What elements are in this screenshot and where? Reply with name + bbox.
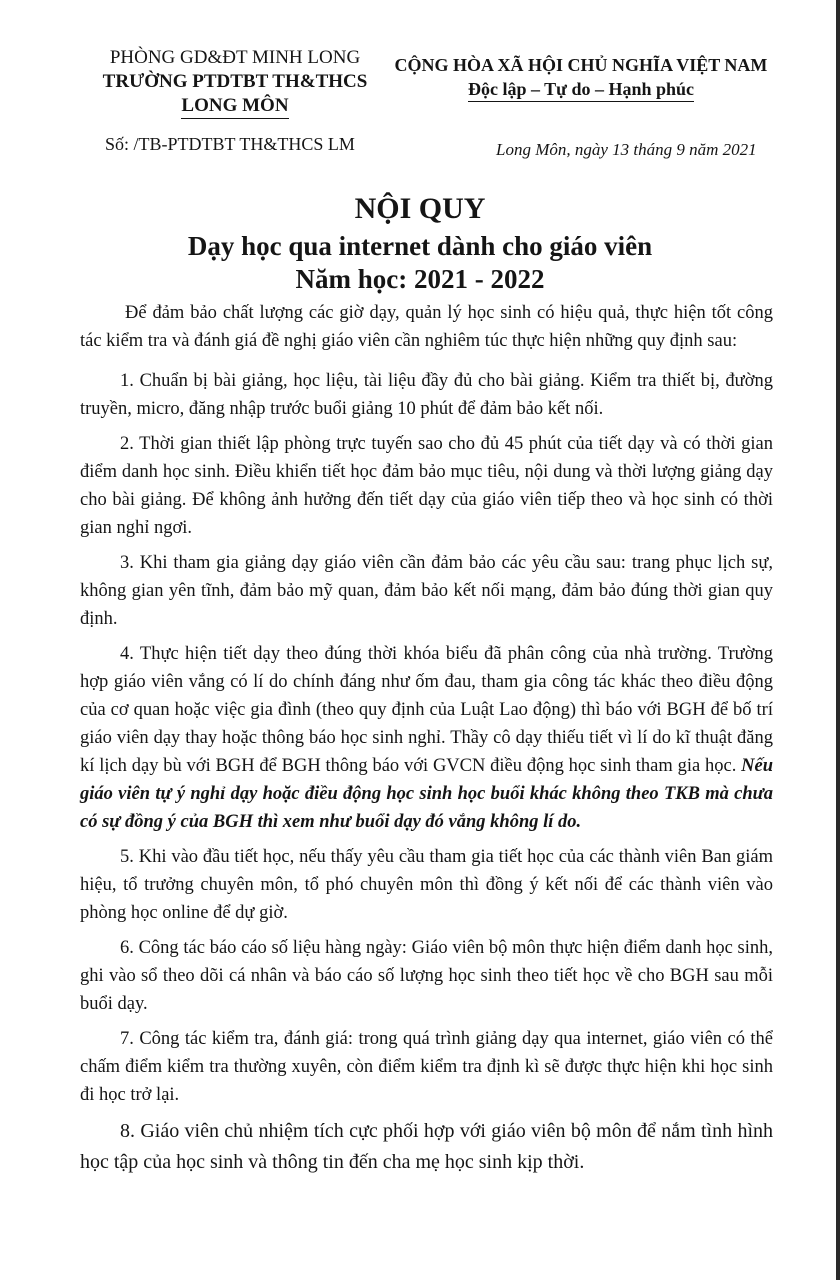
school-year: Năm học: 2021 - 2022 xyxy=(295,264,545,294)
issuer-block xyxy=(80,46,390,119)
country-name: CỘNG HÒA XÃ HỘI CHỦ NGHĨA VIỆT NAM xyxy=(394,55,768,75)
rule-2: 2. Thời gian thiết lập phòng trực tuyến sao cho đủ 45 phút của tiết dạy và có thời gian điểm danh học sinh. Điều khiển tiết học đảm bảo mục tiêu, nội dung và thời lượng giảng dạy cho bài giảng. Để không ảnh hưởng đến tiết dạy của giáo viên tiếp theo và học sinh có thời gian nghỉ ngơi. xyxy=(80,434,773,538)
document-number: Số: /TB-PTDTBT TH&THCS LM xyxy=(105,134,355,154)
issuer-school-name: LONG MÔN xyxy=(181,94,288,119)
rule-8: 8. Giáo viên chủ nhiệm tích cực phối hợp với giáo viên bộ môn để nắm tình hình học tập của học sinh và thông tin đến cha mẹ học sinh kịp thời. xyxy=(80,1120,773,1173)
national-header xyxy=(388,53,774,102)
rule-4-text: 4. Thực hiện tiết dạy theo đúng thời khóa biểu đã phân công của nhà trường. Trường hợp giáo viên vắng có lí do chính đáng như ốm đau, tham gia công tác khác theo điều động của cơ quan hoặc việc gia đình (theo quy định của Luật Lao động) thì báo với BGH để bố trí giáo viên dạy thay hoặc thông báo học sinh nghỉ. Thầy cô dạy thiếu tiết vì lí do kĩ thuật đăng kí lịch dạy bù với BGH để BGH thông báo với GVCN điều động học sinh tham gia học. xyxy=(80,644,773,776)
rule-1: 1. Chuẩn bị bài giảng, học liệu, tài liệu đầy đủ cho bài giảng. Kiểm tra thiết bị, đường truyền, micro, đăng nhập trước buổi giảng 10 phút để đảm bảo kết nối. xyxy=(80,371,773,419)
document-title: NỘI QUY xyxy=(354,192,486,225)
rule-4 xyxy=(80,640,773,836)
rule-3: 3. Khi tham gia giảng dạy giáo viên cần đảm bảo các yêu cầu sau: trang phục lịch sự, không gian yên tĩnh, đảm bảo mỹ quan, đảm bảo kết nối mạng, đảm bảo đúng thời gian quy định. xyxy=(80,553,773,629)
document-date: Long Môn, ngày 13 tháng 9 năm 2021 xyxy=(496,140,757,159)
rule-5: 5. Khi vào đầu tiết học, nếu thấy yêu cầu tham gia tiết học của các thành viên Ban giám hiệu, tổ trưởng chuyên môn, tổ phó chuyên môn thì đồng ý kết nối để các thành viên vào phòng học online để dự giờ. xyxy=(80,847,773,923)
document-body xyxy=(80,299,773,1186)
document-subtitle: Dạy học qua internet dành cho giáo viên xyxy=(187,231,653,261)
intro-paragraph: Để đảm bảo chất lượng các giờ dạy, quản lý học sinh có hiệu quả, thực hiện tốt công tác kiểm tra và đánh giá đề nghị giáo viên cần nghiêm túc thực hiện những quy định sau: xyxy=(80,303,773,351)
issuer-school: TRƯỜNG PTDTBT TH&THCS xyxy=(102,71,368,92)
issuer-department: PHÒNG GD&ĐT MINH LONG xyxy=(109,47,361,68)
rule-6: 6. Công tác báo cáo số liệu hàng ngày: Giáo viên bộ môn thực hiện điểm danh học sinh, ghi vào sổ theo dõi cá nhân và báo cáo số lượng học sinh theo tiết học về cho BGH sau mỗi buổi dạy. xyxy=(80,938,773,1014)
rule-7: 7. Công tác kiểm tra, đánh giá: trong quá trình giảng dạy qua internet, giáo viên có thể chấm điểm kiểm tra thường xuyên, còn điểm kiểm tra định kì sẽ được thực hiện khi học sinh đi học trở lại. xyxy=(80,1029,773,1105)
rule-4-emphasis: Nếu giáo viên tự ý nghỉ dạy hoặc điều động học sinh học buổi khác không theo TKB mà chưa có sự đồng ý của BGH thì xem như buổi dạy đó vắng không lí do. xyxy=(80,756,774,832)
national-motto: Độc lập – Tự do – Hạnh phúc xyxy=(468,77,694,102)
